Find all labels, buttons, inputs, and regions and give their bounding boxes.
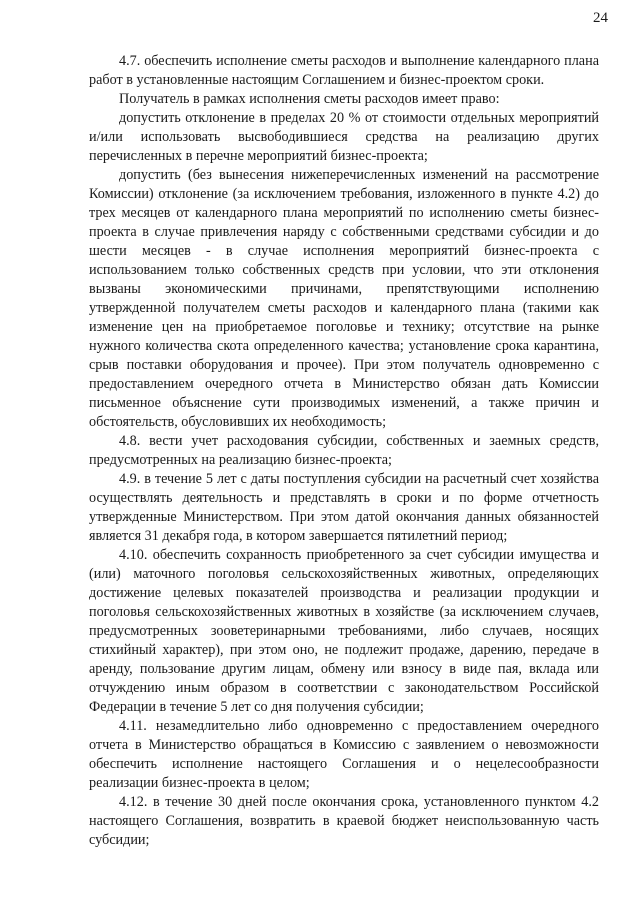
paragraph-4-11: 4.11. незамедлительно либо одновременно с предоставлением очередного отчета в Министерство обращаться в Комиссию с заявлением о невозможности обеспечить исполнение настоящего Соглашения и о нецелесообразности реализации бизнес-проекта в целом; xyxy=(89,718,599,791)
paragraph-4-7: 4.7. обеспечить исполнение сметы расходов и выполнение календарного плана работ в установленные настоящим Соглашением и бизнес-проектом сроки. xyxy=(89,53,599,88)
page-number: 24 xyxy=(593,10,608,26)
paragraph-4-8: 4.8. вести учет расходования субсидии, собственных и заемных средств, предусмотренных на реализацию бизнес-проекта; xyxy=(89,433,599,468)
paragraph-right-deviation-schedule: допустить (без вынесения нижеперечисленных изменений на рассмотрение Комиссии) отклонение (за исключением требования, изложенного в пункте 4.2) до трех месяцев от календарного плана мероприятий по исполнению сметы бизнес-проекта в случае привлечения наряду с собственными средствами субсидии и до шести месяцев - в случае исполнения мероприятий бизнес-проекта с использованием только собственных средств при условии, что эти отклонения вызваны экономическими причинами, препятствующими исполнению утвержденной получателем сметы расходов и календарного плана (такими как изменение цен на приобретаемое поголовье и технику; отсутствие на рынке нужного количества скота определенного качества; установление срока карантина, срыв поставки оборудования и прочее). При этом получатель одновременно с предоставлением очередного отчета в Министерство обязан дать Комиссии письменное объяснение сути производимых изменений, а также причин и обстоятельств, обусловивших их необходимость; xyxy=(89,167,599,430)
paragraph-4-9: 4.9. в течение 5 лет с даты поступления субсидии на расчетный счет хозяйства осуществлять деятельность и представлять в сроки и по форме отчетность утвержденные Министерством. При этом датой окончания данных обязанностей является 31 декабря года, в котором завершается пятилетний период; xyxy=(89,471,599,544)
paragraph-4-10: 4.10. обеспечить сохранность приобретенного за счет субсидии имущества и (или) маточного поголовья сельскохозяйственных животных, определяющих достижение целевых показателей производства и реализации продукции и поголовья сельскохозяйственных животных в хозяйстве (за исключением случаев, предусмотренных зооветеринарными требованиями, либо случаев, носящих стихийный характер), при этом оно, не подлежит продаже, дарению, передаче в аренду, пользование другим лицам, обмену или взносу в виде пая, вклада или отчуждению иным образом в соответствии с законодательством Российской Федерации в течение 5 лет со дня получения субсидии; xyxy=(89,547,599,715)
paragraph-right-deviation-cost: допустить отклонение в пределах 20 % от стоимости отдельных мероприятий и/или использовать высвободившиеся средства на реализацию других перечисленных в перечне мероприятий бизнес-проекта; xyxy=(89,110,599,164)
document-body xyxy=(89,52,599,850)
paragraph-rights-intro: Получатель в рамках исполнения сметы расходов имеет право: xyxy=(119,91,500,107)
paragraph-4-12: 4.12. в течение 30 дней после окончания срока, установленного пунктом 4.2 настоящего Соглашения, возвратить в краевой бюджет неиспользованную часть субсидии; xyxy=(89,794,599,848)
